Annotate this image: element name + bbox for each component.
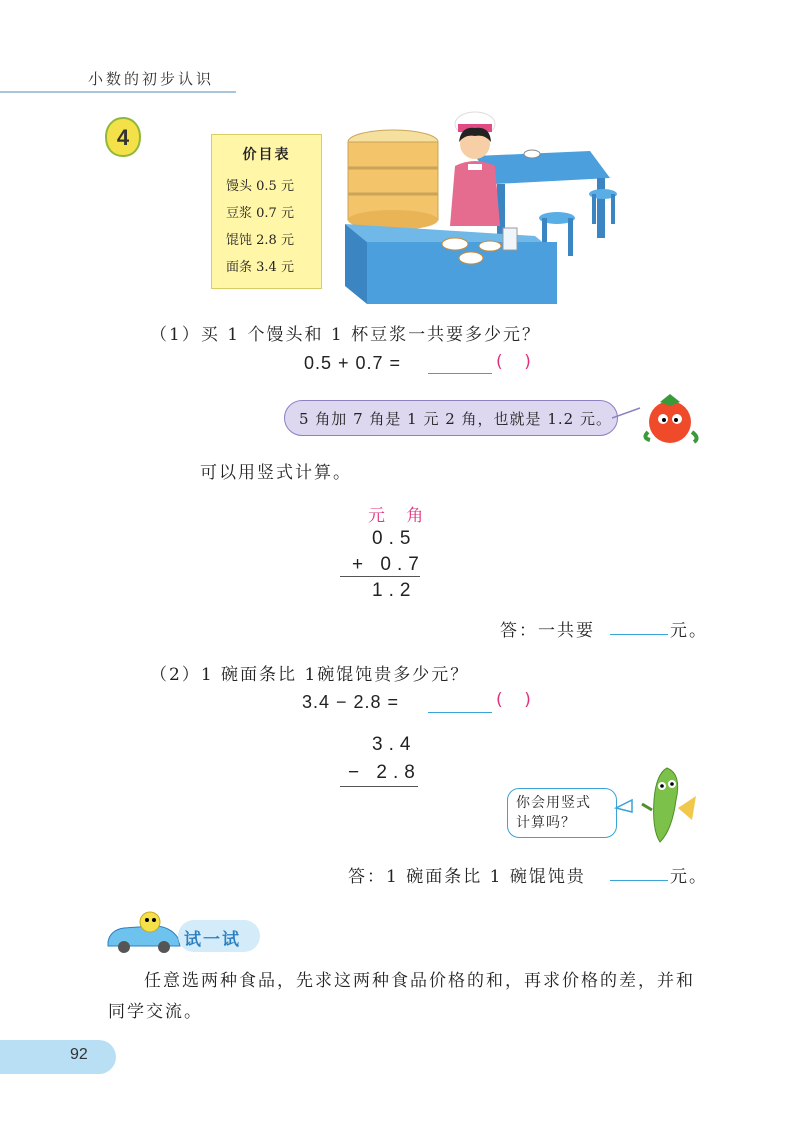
q1-answer-prefix: 答：一共要 <box>500 621 595 641</box>
price-row <box>226 175 294 194</box>
calc1-rule <box>340 576 420 577</box>
q1-unit-parens: ( ) <box>496 352 531 372</box>
try-section-label: 试一试 <box>184 930 241 950</box>
car-mascot-icon <box>104 910 184 954</box>
bean-mascot-icon <box>612 760 702 848</box>
bean-bubble-line-2: 计算吗？ <box>516 815 576 831</box>
item-name: 面条 <box>226 260 253 275</box>
example-number-badge <box>103 116 143 158</box>
calc2-bottom: − 2.8 <box>348 762 421 783</box>
method-note: 可以用竖式计算。 <box>200 463 352 483</box>
bean-speech-bubble <box>507 788 617 838</box>
q1-answer-suffix: 元。 <box>670 621 708 641</box>
tomato-speech-bubble <box>284 400 618 436</box>
item-price: 0.7 元 <box>256 206 294 221</box>
item-name: 馄饨 <box>226 233 253 248</box>
example-number: 4 <box>116 125 130 150</box>
item-price: 0.5 元 <box>256 179 294 194</box>
header-rule <box>0 91 236 93</box>
price-row <box>226 229 294 248</box>
page-number-tab <box>0 1040 116 1074</box>
item-name: 豆浆 <box>226 206 253 221</box>
q2-answer-blank <box>428 712 492 713</box>
calc2-top: 3.4 <box>372 734 417 755</box>
bean-bubble-text <box>516 793 591 833</box>
question-1: （1）买 1 个馒头和 1 杯豆浆一共要多少元？ <box>150 325 542 345</box>
calc1-result: 1.2 <box>372 580 417 601</box>
q2-equation: 3.4 − 2.8 = <box>302 692 400 712</box>
try-section-body <box>108 966 708 1028</box>
item-price: 2.8 元 <box>256 233 294 248</box>
calc1-bottom: + 0.7 <box>352 554 425 575</box>
tomato-bubble-text: 5 角加 7 角是 1 元 2 角，也就是 1.2 元。 <box>299 410 612 428</box>
place-value-labels: 元 角 <box>368 506 432 526</box>
item-price: 3.4 元 <box>256 260 294 275</box>
q2-answer-prefix: 答：1 碗面条比 1 碗馄饨贵 <box>348 867 586 887</box>
q1-equation: 0.5 + 0.7 = <box>304 353 402 373</box>
price-table <box>211 134 322 289</box>
page-number: 92 <box>70 1046 88 1063</box>
q1-answer-blank <box>428 373 492 374</box>
q1-final-blank <box>610 634 668 635</box>
tomato-mascot-icon <box>612 390 707 445</box>
price-row <box>226 256 294 275</box>
q2-final-blank <box>610 880 668 881</box>
bean-bubble-line-1: 你会用竖式 <box>516 795 591 811</box>
q2-answer-suffix: 元。 <box>670 867 708 887</box>
price-table-title: 价目表 <box>242 147 291 163</box>
price-row <box>226 202 294 221</box>
try-body-text: 任意选两种食品，先求这两种食品价格的和，再求价格的差，并和同学交流。 <box>108 971 695 1022</box>
calc2-rule <box>340 786 418 787</box>
shop-scene-illustration <box>335 106 625 304</box>
chapter-title: 小数的初步认识 <box>88 70 215 88</box>
question-2: （2）1 碗面条比 1碗馄饨贵多少元？ <box>150 665 470 685</box>
item-name: 馒头 <box>226 179 253 194</box>
calc1-top: 0.5 <box>372 528 417 549</box>
q2-unit-parens: ( ) <box>496 690 531 710</box>
